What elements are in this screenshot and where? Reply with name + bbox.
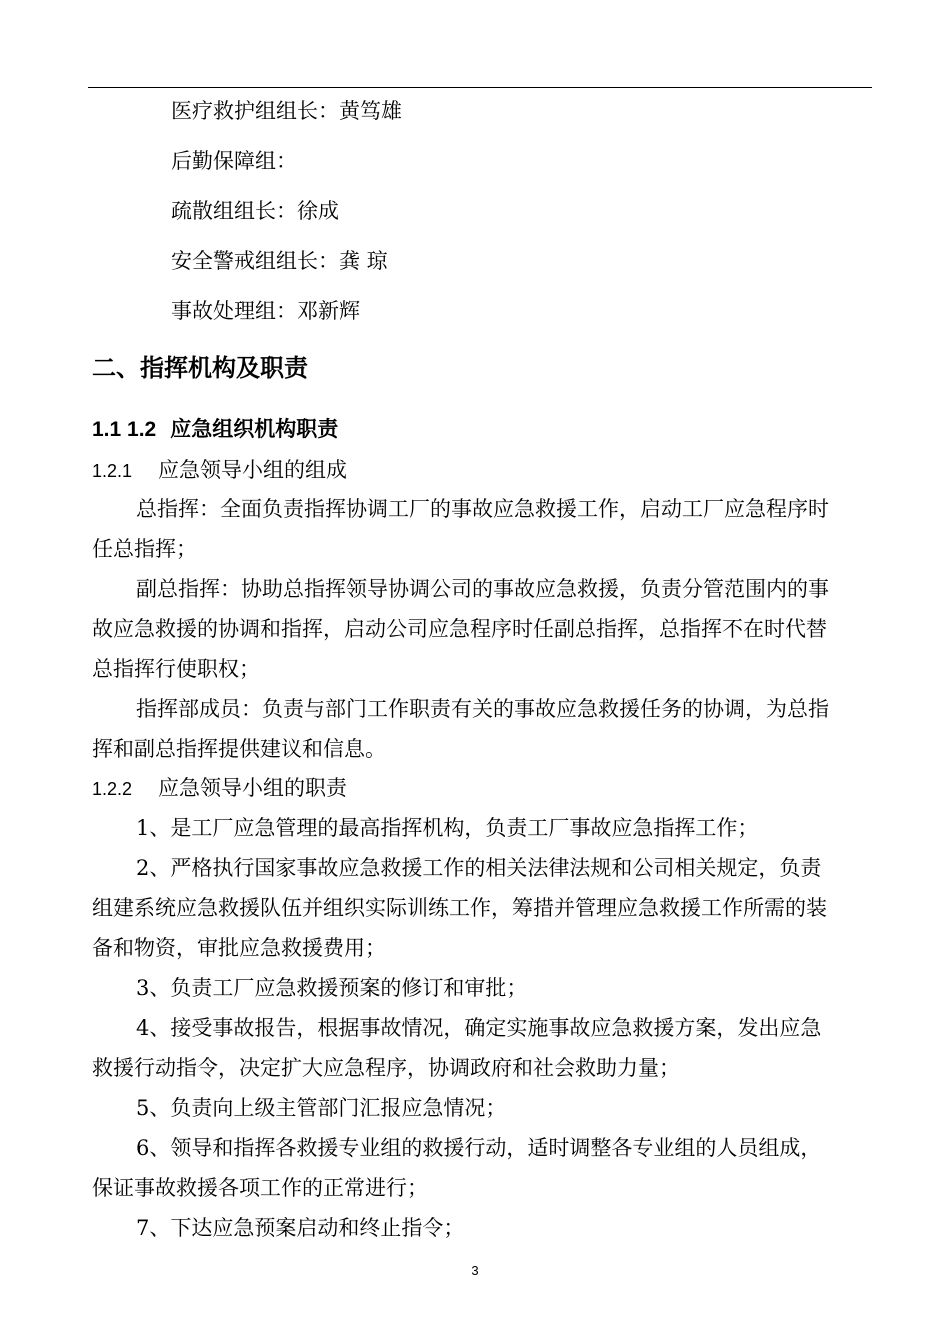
section-heading: 二、指挥机构及职责 [92, 354, 308, 382]
composition-deputy-line3: 总指挥行使职权； [92, 657, 260, 681]
composition-deputy-line1: 副总指挥：协助总指挥领导协调公司的事故应急救援，负责分管范围内的事 [136, 577, 829, 601]
subsection-number: 1.1 1.2 [92, 418, 157, 441]
composition-deputy-line2: 故应急救援的协调和指挥，启动公司应急程序时任副总指挥，总指挥不在时代替 [92, 617, 827, 641]
member-evacuation: 疏散组组长：徐成 [171, 199, 339, 223]
duty-2-line3: 备和物资，审批应急救援费用； [92, 936, 386, 960]
composition-commander-line2: 任总指挥； [92, 537, 197, 561]
sub-heading-number: 1.2.1 [92, 461, 133, 481]
member-logistics: 后勤保障组： [171, 149, 297, 173]
sub-heading-1-2-1 [92, 457, 347, 484]
duty-2-line1: 2、严格执行国家事故应急救援工作的相关法律法规和公司相关规定，负责 [136, 856, 822, 880]
subsection-heading [92, 416, 338, 443]
subsection-title: 应急组织机构职责 [170, 417, 339, 441]
duty-4-line2: 救援行动指令，决定扩大应急程序，协调政府和社会救助力量； [92, 1056, 680, 1080]
sub-heading-title: 应急领导小组的组成 [158, 458, 347, 482]
member-security: 安全警戒组组长：龚 琼 [171, 249, 388, 273]
duty-1: 1、是工厂应急管理的最高指挥机构，负责工厂事故应急指挥工作； [136, 816, 759, 840]
sub-heading-title: 应急领导小组的职责 [158, 776, 347, 800]
sub-heading-number: 1.2.2 [92, 779, 133, 799]
duty-4-line1: 4、接受事故报告，根据事故情况，确定实施事故应急救援方案，发出应急 [136, 1016, 822, 1040]
composition-members-line1: 指挥部成员：负责与部门工作职责有关的事故应急救援任务的协调，为总指 [136, 697, 829, 721]
header-rule [88, 87, 872, 88]
composition-members-line2: 挥和副总指挥提供建议和信息。 [92, 737, 386, 761]
member-accident: 事故处理组：邓新辉 [171, 299, 360, 323]
duty-2-line2: 组建系统应急救援队伍并组织实际训练工作，筹措并管理应急救援工作所需的装 [92, 896, 827, 920]
member-medical: 医疗救护组组长：黄笃雄 [171, 99, 402, 123]
duty-3: 3、负责工厂应急救援预案的修订和审批； [136, 976, 528, 1000]
duty-7: 7、下达应急预案启动和终止指令； [136, 1216, 465, 1240]
sub-heading-1-2-2 [92, 775, 347, 802]
duty-6-line2: 保证事故救援各项工作的正常进行； [92, 1176, 428, 1200]
page-number: 3 [471, 1263, 479, 1278]
duty-6-line1: 6、领导和指挥各救援专业组的救援行动，适时调整各专业组的人员组成， [136, 1136, 822, 1160]
duty-5: 5、负责向上级主管部门汇报应急情况； [136, 1096, 507, 1120]
composition-commander-line1: 总指挥：全面负责指挥协调工厂的事故应急救援工作，启动工厂应急程序时 [136, 497, 829, 521]
